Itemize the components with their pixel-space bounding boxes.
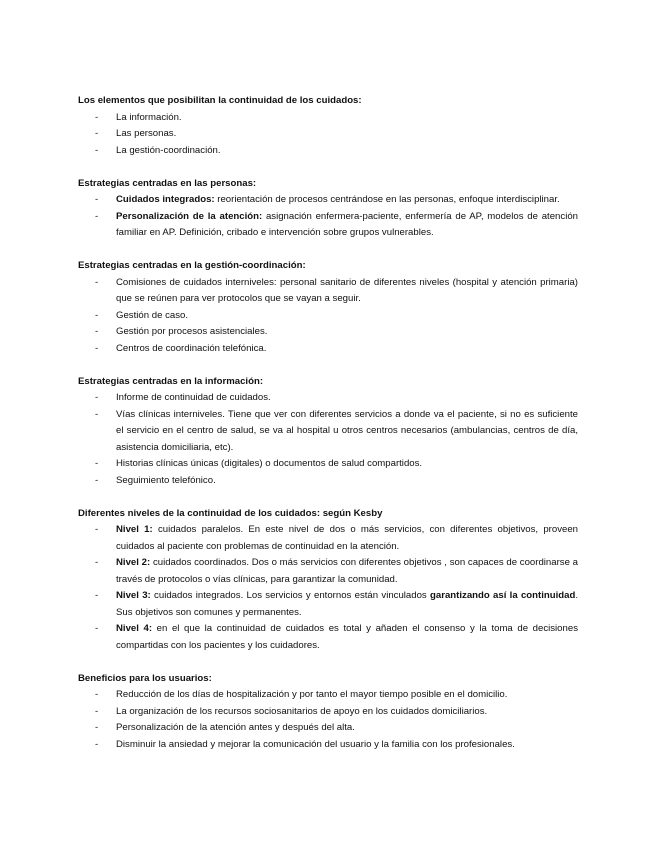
- list-item: [78, 555, 578, 588]
- item-emphasis: garantizando así la continuidad: [430, 590, 576, 601]
- item-term: Nivel 3:: [116, 590, 151, 601]
- section-elementos: [78, 93, 578, 159]
- item-text: Informe de continuidad de cuidados.: [116, 392, 271, 403]
- item-term: Nivel 4:: [116, 623, 153, 634]
- item-text: La organización de los recursos sociosanitarios de apoyo en los cuidados domiciliarios.: [116, 705, 488, 717]
- list-item: [78, 456, 578, 473]
- bullet-list: [78, 522, 578, 654]
- item-text: en el que la continuidad de cuidados es total y añaden el consenso y la toma de decisiones compartidas con los pacientes y los cuidadores.: [116, 623, 578, 651]
- item-text: cuidados coordinados. Dos o más servicios con diferentes objetivos , son capaces de coordinarse a través de protocolos o vías clínicas, para garantizar la comunidad.: [116, 557, 578, 585]
- item-term: Personalización de la atención:: [116, 210, 263, 222]
- list-item: [78, 473, 578, 490]
- list-item: [78, 209, 578, 242]
- list-item: [78, 588, 578, 621]
- section-heading: Estrategias centradas en la información:: [78, 375, 264, 387]
- list-item: [78, 275, 578, 308]
- list-item: [78, 126, 578, 143]
- section-informacion: [78, 374, 578, 490]
- list-item: [78, 522, 578, 555]
- item-text: Centros de coordinación telefónica.: [116, 342, 267, 354]
- bullet-list: [78, 192, 578, 242]
- item-text: Comisiones de cuidados interniveles: personal sanitario de diferentes niveles (hospital y atención primaria) que se reúnen para ver protocolos que se vayan a seguir.: [116, 276, 578, 304]
- item-text: Reducción de los días de hospitalización y por tanto el mayor tiempo posible en el domicilio.: [116, 689, 508, 700]
- section-heading: Diferentes niveles de la continuidad de los cuidados: según Kesby: [78, 507, 383, 519]
- list-item: [78, 621, 578, 654]
- item-text: Historias clínicas únicas (digitales) o documentos de salud compartidos.: [116, 458, 423, 469]
- item-text: La información.: [116, 111, 182, 123]
- item-text: Gestión por procesos asistenciales.: [116, 326, 268, 337]
- section-heading: Estrategias centradas en las personas:: [78, 177, 257, 189]
- section-beneficios: [78, 671, 578, 754]
- item-text: La gestión-coordinación.: [116, 144, 221, 156]
- item-text: Disminuir la ansiedad y mejorar la comunicación del usuario y la familia con los profesionales.: [116, 738, 515, 750]
- section-personas: [78, 176, 578, 242]
- list-item: [78, 143, 578, 160]
- item-text: reorientación de procesos centrándose en las personas, enfoque interdisciplinar.: [214, 194, 560, 205]
- section-heading: Beneficios para los usuarios:: [78, 672, 212, 684]
- item-text: cuidados paralelos. En este nivel de dos o más servicios, con diferentes objetivos, proveen cuidados al paciente con problemas de continuidad en la atención.: [116, 524, 578, 552]
- list-item: [78, 704, 578, 721]
- section-gestion: [78, 258, 578, 357]
- item-term: Nivel 1:: [116, 524, 153, 535]
- item-term: Nivel 2:: [116, 557, 151, 568]
- bullet-list: [78, 687, 578, 753]
- document-content: [78, 93, 578, 770]
- list-item: [78, 110, 578, 127]
- section-heading: Estrategias centradas en la gestión-coordinación:: [78, 260, 306, 271]
- bullet-list: [78, 110, 578, 160]
- list-item: [78, 308, 578, 325]
- section-heading: Los elementos que posibilitan la continuidad de los cuidados:: [78, 95, 362, 106]
- bullet-list: [78, 275, 578, 358]
- list-item: [78, 720, 578, 737]
- item-text: asignación enfermera-paciente, enfermería de AP, modelos de atención familiar en AP. Definición, cribado e intervención sobre grupos vulnerables.: [116, 210, 578, 238]
- list-item: [78, 192, 578, 209]
- list-item: [78, 687, 578, 704]
- list-item: [78, 341, 578, 358]
- item-text-tail: . Sus objetivos son comunes y permanentes.: [116, 590, 578, 618]
- item-text: Vías clínicas interniveles. Tiene que ver con diferentes servicios a donde va el paciente, si no es suficiente el servicio en el centro de salud, se va al hospital u otros centros necesarios (ambulancias, centros de día, asistencia domiciliaria, etc).: [116, 408, 578, 453]
- list-item: [78, 407, 578, 457]
- item-text: cuidados integrados. Los servicios y entornos están vinculados: [150, 590, 431, 601]
- item-text: Las personas.: [116, 128, 177, 139]
- item-text: Seguimiento telefónico.: [116, 474, 216, 486]
- list-item: [78, 324, 578, 341]
- list-item: [78, 737, 578, 754]
- item-term: Cuidados integrados:: [116, 194, 215, 205]
- section-niveles: [78, 506, 578, 655]
- list-item: [78, 390, 578, 407]
- bullet-list: [78, 390, 578, 489]
- item-text: Personalización de la atención antes y después del alta.: [116, 722, 355, 733]
- item-text: Gestión de caso.: [116, 309, 188, 321]
